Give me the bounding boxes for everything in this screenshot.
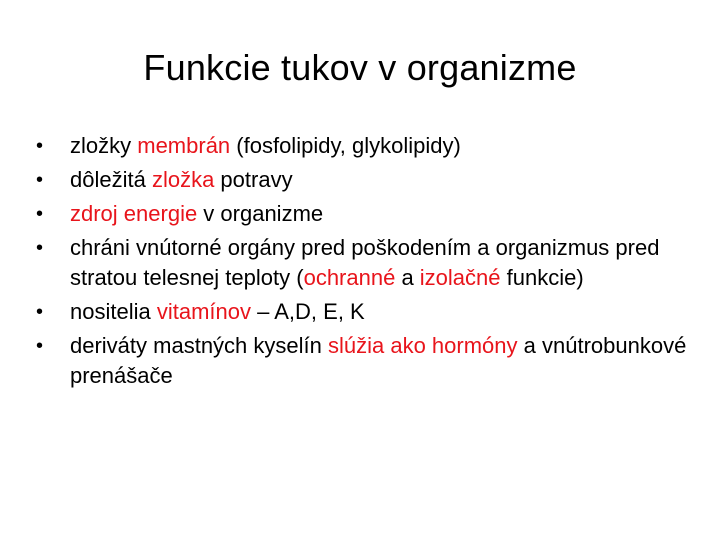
highlight-text: membrán — [137, 133, 231, 158]
bullet-icon: • — [36, 335, 44, 357]
bullet-text: zdroj energie v organizme — [70, 201, 324, 226]
highlight-text: izolačné — [419, 265, 501, 290]
bullet-text: dôležitá zložka potravy — [70, 167, 293, 192]
highlight-text: slúžia ako hormóny — [327, 333, 518, 358]
bullet-icon: • — [36, 237, 44, 259]
slide-title: Funkcie tukov v organizme — [143, 47, 577, 88]
bullet-item — [36, 331, 696, 391]
bullet-icon: • — [36, 169, 44, 191]
bullet-item — [36, 165, 696, 195]
bullet-text: chráni vnútorné orgány pred poškodením a organizmus pred stratou telesnej teploty (ochranné a izolačné funkcie) — [70, 235, 660, 290]
bullet-icon: • — [36, 301, 44, 323]
bullet-item — [36, 199, 696, 229]
bullet-text: nositelia vitamínov – A,D, E, K — [70, 299, 365, 324]
highlight-text: zdroj energie — [70, 201, 198, 226]
bullet-icon: • — [36, 203, 44, 225]
bullet-icon: • — [36, 135, 44, 157]
bullet-item — [36, 297, 696, 327]
bullet-item — [36, 233, 696, 293]
highlight-text: vitamínov — [156, 299, 251, 324]
bullet-text: zložky membrán (fosfolipidy, glykolipidy) — [70, 133, 461, 158]
bullet-item — [36, 131, 696, 161]
bullet-list — [36, 131, 696, 395]
highlight-text: zložka — [151, 167, 215, 192]
bullet-text: deriváty mastných kyselín slúžia ako hormóny a vnútrobunkové prenášače — [70, 333, 687, 388]
highlight-text: ochranné — [303, 265, 396, 290]
